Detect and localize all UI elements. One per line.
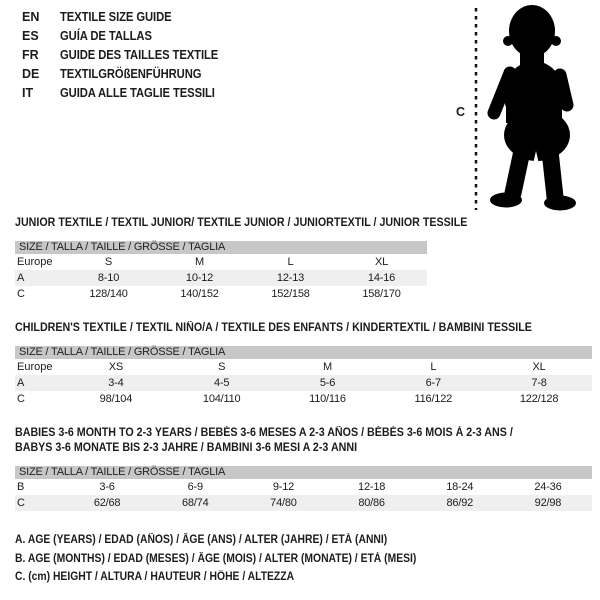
table-cell: 140/152 <box>180 288 219 300</box>
section-title-line: CHILDREN'S TEXTILE / TEXTIL NIÑO/A / TEXTILE DES ENFANTS / KINDERTEXTIL / BAMBINI TESSILE <box>15 322 532 334</box>
table-cell: XL <box>532 361 546 373</box>
language-title: GUÍA DE TALLAS <box>60 28 152 43</box>
language-row <box>22 26 236 45</box>
table-cell: 128/140 <box>89 288 128 300</box>
size-table-section <box>15 216 592 302</box>
table-row <box>15 359 592 375</box>
section-title-line: JUNIOR TEXTILE / TEXTIL JUNIOR/ TEXTILE JUNIOR / JUNIORTEXTIL / JUNIOR TESSILE <box>15 217 468 229</box>
table-cell: 92/98 <box>534 497 562 509</box>
footnote: A. AGE (YEARS) / EDAD (AÑOS) / ÂGE (ANS) / ALTER (JAHRE) / ETÀ (ANNI) <box>15 534 388 546</box>
table-cell: M <box>195 256 204 268</box>
table-cell: 122/128 <box>519 393 559 405</box>
table-cell: XS <box>108 361 124 373</box>
size-header-bar: SIZE / TALLA / TAILLE / GRÖSSE / TAGLIA <box>15 346 592 359</box>
table-cell: 110/116 <box>309 393 346 405</box>
table-cell: S <box>104 256 113 268</box>
table-cell: 10-12 <box>185 272 214 284</box>
table-cell: S <box>218 361 226 373</box>
table-cell: 18-24 <box>446 481 474 493</box>
table-cell: 80/86 <box>358 497 385 509</box>
table-cell: 86/92 <box>446 497 474 509</box>
table-row <box>15 391 592 407</box>
height-measure-dashed-line <box>473 6 479 212</box>
row-label: A <box>17 377 25 389</box>
size-table <box>15 466 592 511</box>
language-row <box>22 83 236 102</box>
table-cell: 158/170 <box>362 288 401 300</box>
language-title: TEXTILGRÖßENFÜHRUNG <box>60 66 202 81</box>
table-cell: 5-6 <box>319 377 336 389</box>
row-label: C <box>17 497 25 509</box>
size-tables-area <box>15 216 592 530</box>
language-code: EN <box>22 9 40 24</box>
size-header-bar: SIZE / TALLA / TAILLE / GRÖSSE / TAGLIA <box>15 241 427 254</box>
row-label: A <box>17 272 25 284</box>
footnote: C. (cm) HEIGHT / ALTURA / HAUTEUR / HÖHE / ALTEZZA <box>15 571 295 583</box>
table-cell: 104/110 <box>202 393 241 405</box>
language-code: DE <box>22 66 40 81</box>
table-cell: 8-10 <box>97 272 120 284</box>
table-cell: 152/158 <box>271 288 310 300</box>
table-cell: L <box>287 256 294 268</box>
table-cell: 24-36 <box>534 481 562 493</box>
table-cell: 62/68 <box>93 497 121 509</box>
table-cell: 68/74 <box>181 497 209 509</box>
row-label: B <box>17 481 25 493</box>
row-label: C <box>17 393 25 405</box>
table-row <box>15 286 427 302</box>
table-cell: 3-4 <box>108 377 124 389</box>
language-title-list <box>22 7 236 102</box>
table-cell: 74/80 <box>270 497 297 509</box>
table-cell: 12-13 <box>276 272 305 284</box>
size-table-section <box>15 321 592 407</box>
table-cell: 14-16 <box>367 272 396 284</box>
table-row <box>15 270 427 286</box>
table-cell: 116/122 <box>414 393 453 405</box>
footnotes <box>15 531 461 587</box>
language-row <box>22 64 236 83</box>
row-label: C <box>17 288 25 300</box>
row-label: Europe <box>17 256 53 268</box>
size-table-section <box>15 426 592 511</box>
language-title: GUIDA ALLE TAGLIE TESSILI <box>60 85 215 100</box>
language-code: ES <box>22 28 39 43</box>
section-title <box>15 321 552 336</box>
table-row <box>15 479 592 495</box>
table-row <box>15 495 592 511</box>
table-cell: M <box>323 361 332 373</box>
section-title <box>15 426 552 456</box>
table-row <box>15 254 427 270</box>
language-title: GUIDE DES TAILLES TEXTILE <box>60 47 219 62</box>
table-cell: 3-6 <box>99 481 115 493</box>
table-cell: XL <box>374 256 389 268</box>
row-label: Europe <box>17 361 53 373</box>
size-table <box>15 241 427 302</box>
table-cell: 7-8 <box>531 377 547 389</box>
section-title-line: BABYS 3-6 MONATE BIS 2-3 JAHRE / BAMBINI 3-6 MESI A 2-3 ANNI <box>15 442 358 454</box>
language-row <box>22 7 236 26</box>
table-cell: 9-12 <box>272 481 295 493</box>
height-measure-label: C <box>456 105 466 119</box>
size-header-bar: SIZE / TALLA / TAILLE / GRÖSSE / TAGLIA <box>15 466 592 479</box>
language-row <box>22 45 236 64</box>
language-code: IT <box>22 85 34 100</box>
language-title: TEXTILE SIZE GUIDE <box>60 9 172 24</box>
footnote: B. AGE (MONTHS) / EDAD (MESES) / ÂGE (MOIS) / ALTER (MONATE) / ETÀ (MESI) <box>15 552 417 565</box>
table-row <box>15 375 592 391</box>
table-cell: 4-5 <box>214 377 230 389</box>
table-cell: 6-9 <box>187 481 203 493</box>
section-title-line: BABIES 3-6 MONTH TO 2-3 YEARS / BEBÉS 3-6 MESES A 2-3 AÑOS / BÉBÉS 3-6 MOIS À 2-3 ANS / <box>15 427 513 439</box>
table-cell: 98/104 <box>99 393 133 405</box>
table-cell: 6-7 <box>425 377 441 389</box>
table-cell: L <box>430 361 437 373</box>
language-code: FR <box>22 47 39 62</box>
baby-silhouette-icon <box>482 3 594 213</box>
size-table <box>15 346 592 407</box>
table-cell: 12-18 <box>358 481 386 493</box>
section-title <box>15 216 552 231</box>
